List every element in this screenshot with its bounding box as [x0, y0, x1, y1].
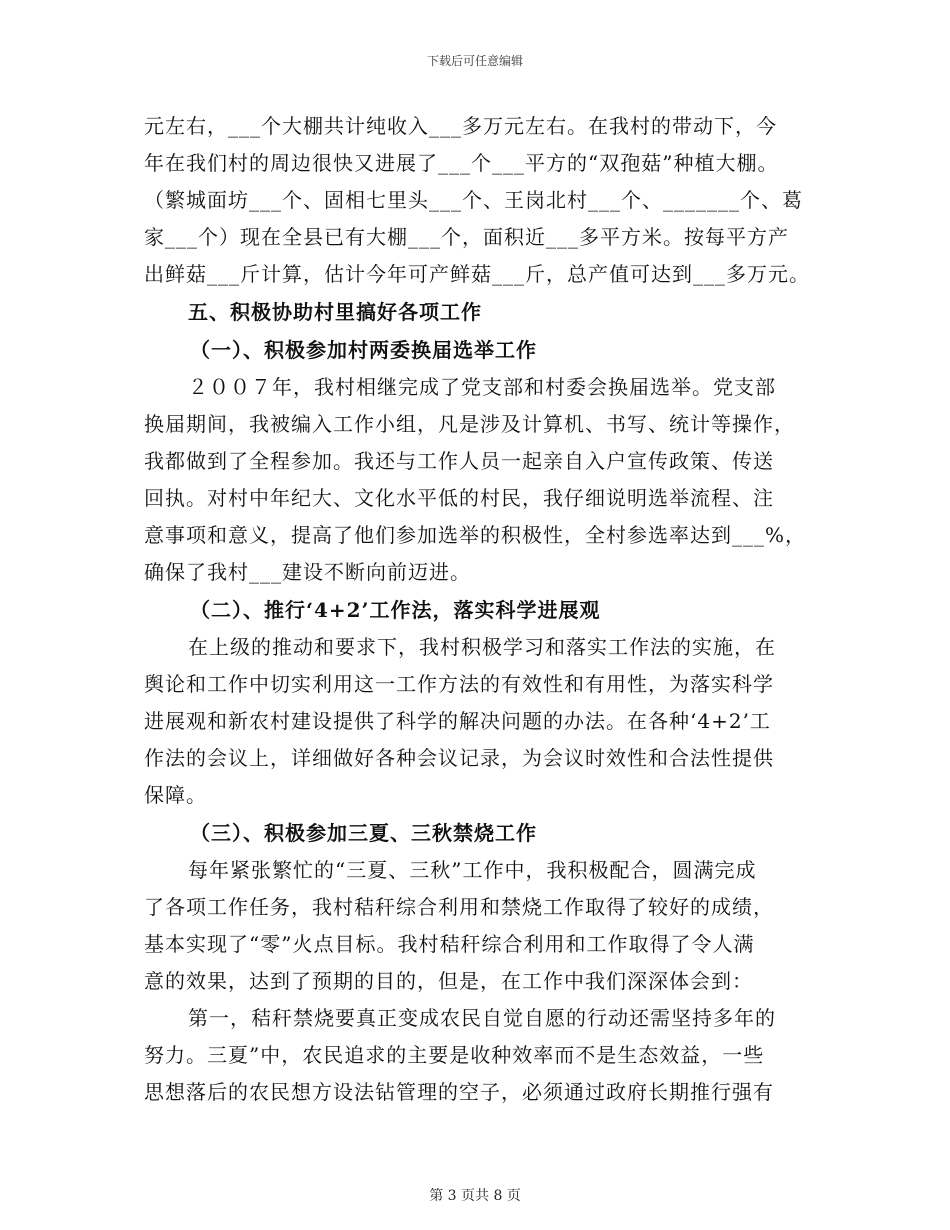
paragraph-line: 回执。对村中年纪大、文化水平低的村民，我仔细说明选举流程、注 — [144, 486, 774, 510]
paragraph-line: 作法的会议上，详细做好各种会议记录，为会议时效性和合法性提供 — [144, 746, 774, 770]
paragraph-line: 确保了我村___建设不断向前迈进。 — [144, 560, 471, 584]
paragraph-line: 努力。三夏”中，农民追求的主要是收种效率而不是生态效益，一些 — [144, 1043, 765, 1067]
paragraph-line: 第一，秸秆禁烧要真正变成农民自觉自愿的行动还需坚持多年的 — [188, 1006, 776, 1030]
paragraph-line: 年在我们村的周边很快又进展了___个___平方的“双孢菇”种植大棚。 — [144, 151, 779, 175]
paragraph-line: 意的效果，达到了预期的目的，但是，在工作中我们深深体会到： — [144, 969, 753, 993]
paragraph-line: 保障。 — [144, 783, 207, 807]
section-heading: （二）、推行‘4+2’工作法，落实科学进展观 — [190, 598, 601, 622]
paragraph-line: 意事项和意义，提高了他们参加选举的积极性，全村参选率达到___%， — [144, 523, 807, 547]
paragraph-line: 思想落后的农民想方设法钻管理的空子，必须通过政府长期推行强有 — [144, 1080, 774, 1104]
paragraph-line: （繁城面坊___个、固相七里头___个、王岗北村___个、_______个、葛 — [144, 188, 803, 212]
page-footer: 第 3 页共 8 页 — [429, 1188, 521, 1204]
paragraph-line: 进展观和新农村建设提供了科学的解决问题的办法。在各种‘4+2’工 — [144, 709, 771, 733]
paragraph-line: 我都做到了全程参加。我还与工作人员一起亲自入户宣传政策、传送 — [144, 449, 774, 473]
section-heading: 五、积极协助村里搞好各项工作 — [188, 300, 482, 324]
paragraph-line: 元左右，___个大棚共计纯收入___多万元左右。在我村的带动下，今 — [144, 114, 777, 138]
section-heading: （三）、积极参加三夏、三秋禁烧工作 — [190, 821, 537, 845]
paragraph-line: 出鲜菇___斤计算，估计今年可产鲜菇___斤，总产值可达到___多万元。 — [144, 262, 810, 286]
document-body — [144, 108, 816, 1111]
paragraph-line: 舆论和工作中切实利用这一工作方法的有效性和有用性，为落实科学 — [144, 672, 774, 696]
page-header: 下载后可任意编辑 — [426, 54, 523, 68]
paragraph-line: 每年紧张繁忙的“三夏、三秋”工作中，我积极配合，圆满完成 — [188, 858, 757, 882]
paragraph-line: 换届期间，我被编入工作小组，凡是涉及计算机、书写、统计等操作， — [144, 412, 795, 436]
paragraph-line: ２００７年，我村相继完成了党支部和村委会换届选举。党支部 — [188, 375, 776, 399]
paragraph-line: 家___个）现在全县已有大棚___个，面积近___多平方米。按每平方产 — [144, 225, 789, 249]
paragraph-line: 在上级的推动和要求下，我村积极学习和落实工作法的实施，在 — [188, 635, 776, 659]
paragraph-line: 基本实现了“零”火点目标。我村秸秆综合利用和工作取得了令人满 — [144, 932, 755, 956]
paragraph-line: 了各项工作任务，我村秸秆综合利用和禁烧工作取得了较好的成绩， — [144, 895, 774, 919]
section-heading: （一）、积极参加村两委换届选举工作 — [190, 338, 537, 362]
